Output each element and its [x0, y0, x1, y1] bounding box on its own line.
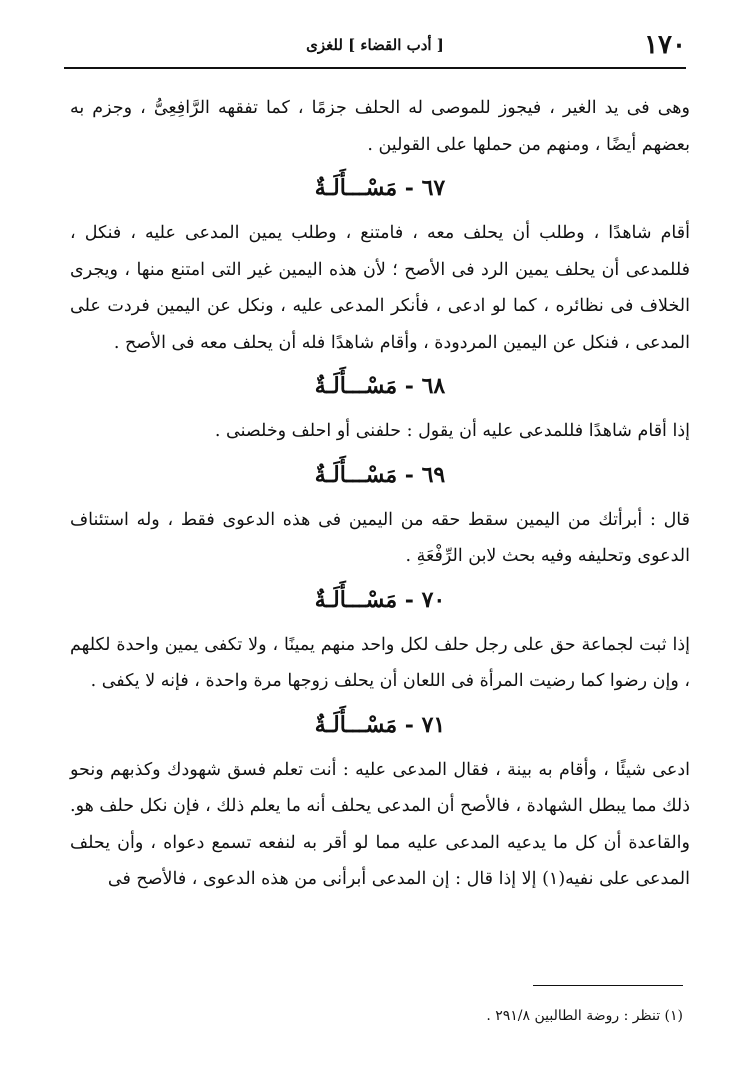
- paragraph: إذا ثبت لجماعة حق على رجل حلف لكل واحد منهم يمينًا ، ولا تكفى يمين واحدة لكلهم ، وإن رضوا كما رضيت المرأة فى اللعان أن يحلف زوجها مرة واحدة ، فإنه لا يكفى .: [70, 634, 690, 691]
- footnote: (١) تنظر : روضة الطالبين ٢٩١/٨ .: [486, 1008, 683, 1024]
- footnote-divider: [533, 985, 683, 986]
- body-text: [70, 90, 690, 898]
- header-divider: [64, 67, 686, 69]
- issue-heading-70: ٧٠ - مَسْـــأَلَـةٌ: [314, 586, 446, 613]
- issue-heading-71: ٧١ - مَسْـــأَلَـةٌ: [314, 711, 446, 738]
- issue-heading-69: ٦٩ - مَسْـــأَلَـةٌ: [314, 461, 446, 488]
- page-header: [64, 28, 686, 64]
- paragraph: قال : أبرأتك من اليمين سقط حقه من اليمين فى هذه الدعوى فقط ، وله استئناف الدعوى وتحليفه وفيه بحث لابن الرِّفْعَةِ .: [70, 509, 690, 566]
- issue-heading-68: ٦٨ - مَسْـــأَلَـةٌ: [314, 373, 446, 399]
- paragraph: ادعى شيئًا ، وأقام به بينة ، فقال المدعى عليه : أنت تعلم فسق شهودك وكذبهم ونحو ذلك مما يبطل الشهادة ، فالأصح أن المدعى يحلف أنه ما يعلم ذلك ، فإن نكل حلف هو. والقاعدة أن كل ما يدعيه المدعى عليه مما لو أقر به لنفعه تسمع دعواه ، وأن يحلف المدعى على نفيه(١) إلا إذا قال : إن المدعى أبرأنى من هذه الدعوى ، فالأصح فى: [70, 759, 690, 889]
- paragraph: إذا أقام شاهدًا فللمدعى عليه أن يقول : حلفنى أو احلف وخلصنى .: [214, 421, 690, 441]
- paragraph: أقام شاهدًا ، وطلب أن يحلف معه ، فامتنع ، وطلب يمين المدعى عليه ، فنكل ، فللمدعى أن يحلف يمين الرد فى الأصح ؛ لأن هذه اليمين غير التى امتنع منها ، ويجرى الخلاف فى نظائره ، كما لو ادعى ، فأنكر المدعى عليه ، ونكل عن اليمين فردت على المدعى ، فنكل عن اليمين المردودة ، وأقام شاهدًا فله أن يحلف معه فى الأصح .: [70, 223, 690, 353]
- paragraph: وهى فى يد الغير ، فيجوز للموصى له الحلف جزمًا ، كما تفقهه الرَّافِعِىُّ ، وجزم به بعضهم أيضًا ، ومنهم من حملها على القولين .: [70, 98, 690, 155]
- issue-heading-67: ٦٧ - مَسْـــأَلَـةٌ: [314, 175, 446, 201]
- running-title: [ أدب القضاء ] للغزى: [306, 36, 444, 54]
- page-number: ١٧٠: [644, 30, 686, 60]
